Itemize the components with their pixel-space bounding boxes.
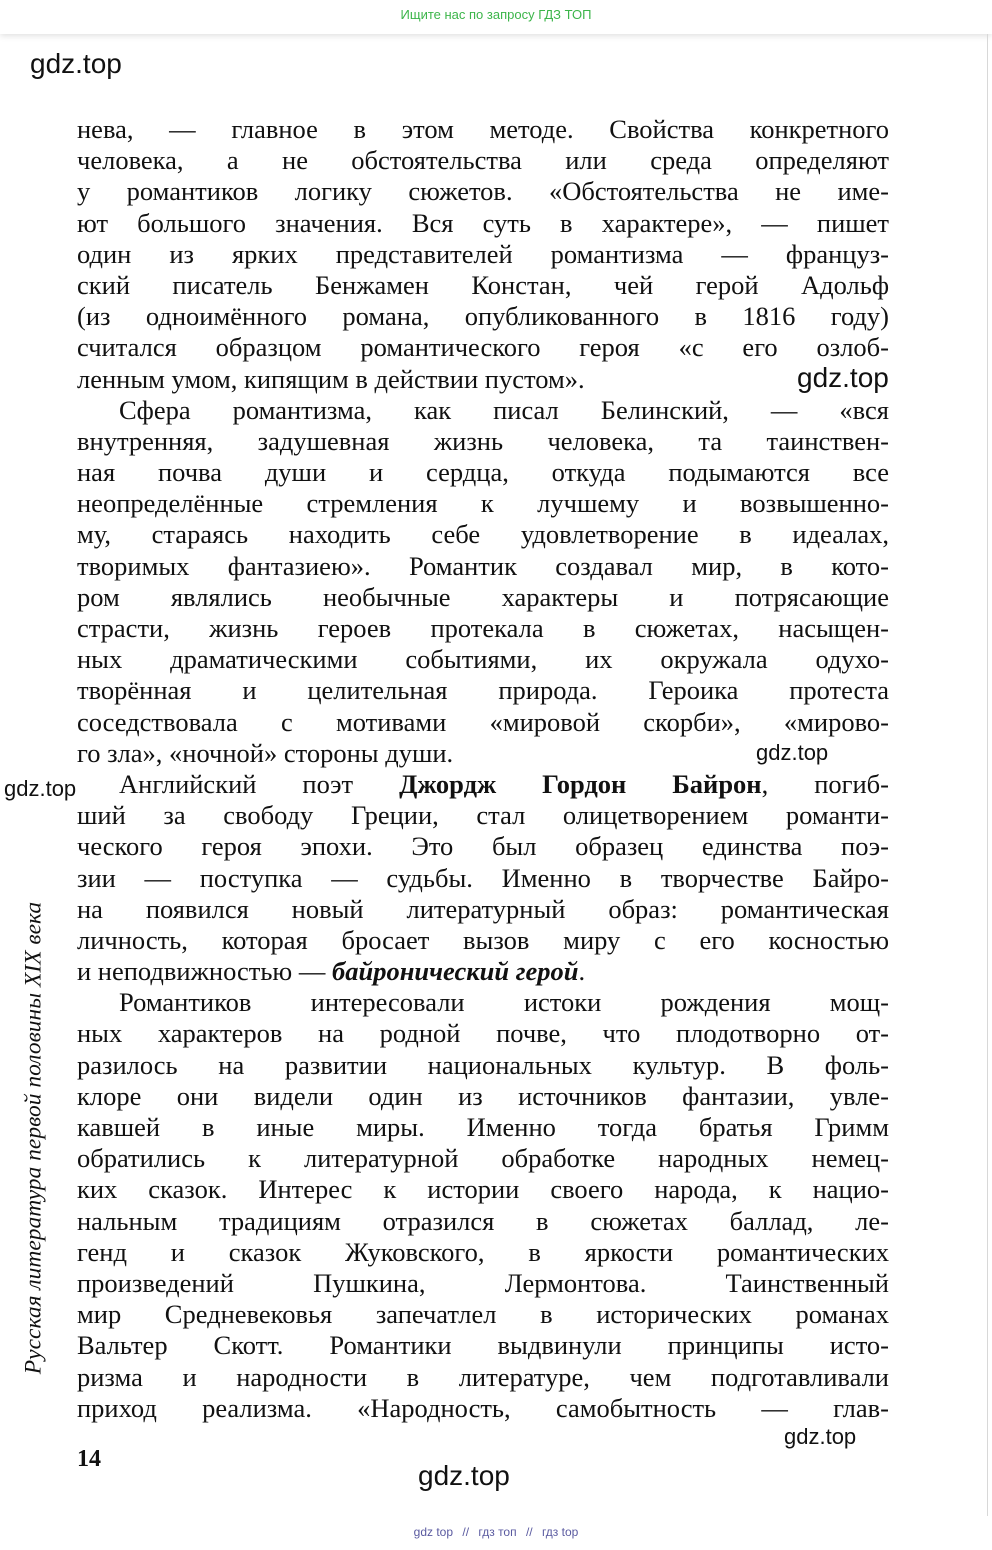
text-run: и неподвижностью — [77,956,332,987]
text-run: зии — поступка — судьбы. Именно в творчестве Байро- [77,862,889,893]
text-run: ский писатель Бенжамен Констан, чей герой Адольф [77,269,889,300]
text-line [77,426,889,457]
text-run: , погиб- [761,768,889,799]
banner-link[interactable]: Ищите нас по запросу ГДЗ ТОП [400,7,592,22]
side-running-title: Русская литература первой половины XIX века [20,901,47,1375]
text-run: ких сказок. Интерес к истории своего народа, к нацио- [77,1174,889,1205]
text-run: ют большого значения. Вся суть в характере», — пишет [77,207,889,238]
text-line [77,176,889,207]
text-line [77,1081,889,1112]
text-line [77,301,889,332]
text-run: ленным умом, кипящим в действии пустом». [77,363,585,394]
text-run: ная почва души и сердца, откуда подымаются все [77,457,889,488]
text-run: на появился новый литературный образ: романтическая [77,893,889,924]
text-run: обратились к литературной обработке народных немец- [77,1143,889,1174]
text-run: клоре они видели один из источников фантазии, увле- [77,1080,889,1111]
text-line [77,1112,889,1143]
text-run: ший за свободу Греции, стал олицетворением романти- [77,800,889,831]
text-run: считался образцом романтического героя «с его озлоб- [77,332,889,363]
footer-separator: // [462,1525,470,1539]
page-border [987,34,988,1516]
text-run: соседствовала с мотивами «мировой скорби», «мирово- [77,706,889,737]
text-line [77,800,889,831]
text-line [77,1143,889,1174]
text-run: ром являлись необычные характеры и потрясающие [77,581,889,612]
text-line [77,707,889,738]
text-run: Вальтер Скотт. Романтики выдвинули принципы исто- [77,1330,889,1361]
footer-link[interactable]: гдз топ [478,1525,517,1539]
footer-links [0,1525,992,1539]
text-line [77,364,889,395]
text-run: ческого героя эпохи. Это был образец единства поэ- [77,831,889,862]
watermark: gdz.top [30,48,122,79]
watermark: gdz.top [756,740,829,765]
text-line [77,863,889,894]
text-line [77,457,889,488]
text-run: приход реализма. «Народность, самобытность — глав- [77,1392,889,1423]
text-line [77,1362,889,1393]
watermark: gdz.top [784,1424,857,1449]
text-run: Романтиков интересовали истоки рождения мощ- [119,987,889,1018]
text-line [77,894,889,925]
text-line [77,613,889,644]
top-banner [0,0,992,34]
text-run: мир Средневековья запечатлел в исторических романах [77,1299,889,1330]
text-line [77,519,889,550]
text-line [77,395,889,426]
footer-link[interactable]: gdz top [413,1525,454,1539]
text-line [77,644,889,675]
text-run: страсти, жизнь героев протекала в сюжетах, насыщен- [77,613,889,643]
text-line [77,1330,889,1361]
text-line [77,738,889,769]
footer-separator: // [525,1525,533,1539]
text-line [77,987,889,1018]
text-run: кавшей в иные миры. Именно тогда братья Гримм [77,1112,889,1142]
page-number: 14 [77,1446,101,1472]
text-line [77,332,889,363]
text-run: генд и сказок Жуковского, в яркости романтических [77,1236,889,1267]
text-run: ных характеров на родной почве, что плодотворно от- [77,1018,889,1049]
emphasis-text: Джордж Гордон Байрон [399,768,762,799]
text-line [77,769,889,800]
text-run: (из одноимённого романа, опубликованного в 1816 году) [77,301,889,332]
text-line [77,145,889,176]
watermark: gdz.top [797,362,889,393]
text-run: творимых фантазиею». Романтик создавал мир, в кото- [77,550,889,581]
text-line [77,675,889,706]
text-line [77,239,889,270]
text-line [77,1237,889,1268]
text-run: ных драматическими событиями, их окружала одухо- [77,644,889,675]
text-run: внутренняя, задушевная жизнь человека, та таинствен- [77,425,889,456]
text-line [77,270,889,301]
text-line [77,1393,889,1424]
text-line [77,1268,889,1299]
text-run: у романтиков логику сюжетов. «Обстоятельства не име- [77,176,889,207]
text-line [77,925,889,956]
text-line [77,582,889,613]
text-line [77,551,889,582]
text-run: один из ярких представителей романтизма — француз- [77,238,889,269]
text-run: . [578,956,586,987]
text-run: нева, — главное в этом методе. Свойства конкретного [77,114,889,144]
text-run: му, стараясь находить себе удовлетворение в идеалах, [77,519,889,550]
text-line [77,831,889,862]
text-line [77,956,889,987]
text-run: разилось на развитии национальных культур. В фоль- [77,1049,889,1080]
text-run: Сфера романтизма, как писал Белинский, — «вся [119,394,889,425]
text-line [77,114,889,145]
text-run: творённая и целительная природа. Героика протеста [77,675,889,706]
body-text [77,114,889,1424]
text-run: го зла», «ночной» стороны души. [77,737,454,768]
text-run: произведений Пушкина, Лермонтова. Таинственный [77,1267,889,1298]
text-run: ризма и народности в литературе, чем подготавливали [77,1361,889,1392]
text-run: неопределённые стремления к лучшему и возвышенно- [77,488,889,519]
text-line [77,488,889,519]
text-line [77,1174,889,1205]
text-run: Английский поэт [119,768,400,799]
emphasis-text: байронический герой [331,956,579,987]
text-run: нальным традициям отразился в сюжетах баллад, ле- [77,1205,889,1236]
watermark: gdz.top [4,776,77,801]
text-run: человека, а не обстоятельства или среда определяют [77,145,889,176]
text-run: личность, которая бросает вызов миру с его косностью [77,924,889,955]
text-line [77,208,889,239]
text-line [77,1018,889,1049]
text-line [77,1050,889,1081]
text-line [77,1206,889,1237]
text-line [77,1299,889,1330]
footer-link[interactable]: гдз top [541,1525,579,1539]
watermark: gdz.top [418,1460,510,1491]
